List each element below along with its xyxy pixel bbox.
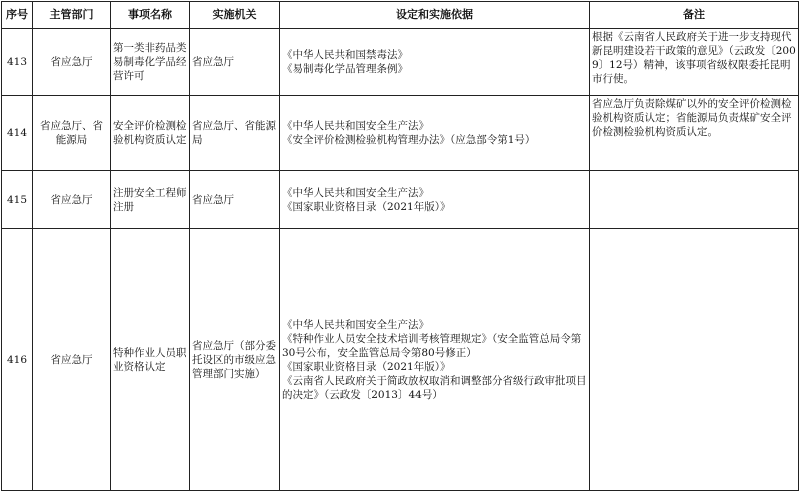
cell-seq: 413 — [2, 29, 33, 96]
header-dept: 主管部门 — [33, 2, 111, 29]
approval-items-table — [1, 1, 799, 491]
cell-basis — [280, 96, 590, 171]
table-row — [2, 229, 799, 491]
cell-seq: 416 — [2, 229, 33, 491]
remark-text: 根据《云南省人民政府关于进一步支持现代新昆明建设若干政策的意见》（云政发〔2009〕12号）精神，该事项省级权限委托昆明市行使。 — [592, 31, 796, 85]
cell-item: 注册安全工程师注册 — [111, 171, 190, 229]
basis-line: 《安全评价检测检验机构管理办法》（应急部令第1号） — [282, 134, 536, 146]
basis-line: 《国家职业资格目录（2021年版）》 — [282, 200, 451, 213]
basis-line: 《中华人民共和国禁毒法》 — [282, 49, 408, 61]
table-row — [2, 96, 799, 171]
cell-remark — [590, 229, 799, 491]
remark-text: 省应急厅负责除煤矿以外的安全评价检测检验机构资质认定；省能源局负责煤矿安全评价检测检验机构资质认定。 — [592, 98, 792, 138]
cell-seq: 414 — [2, 96, 33, 171]
cell-dept: 省应急厅 — [33, 229, 111, 491]
table-row — [2, 171, 799, 229]
table-row — [2, 29, 799, 96]
header-remark: 备注 — [590, 2, 799, 29]
cell-basis — [280, 229, 590, 491]
cell-org: 省应急厅 — [190, 29, 280, 96]
table-header-row — [2, 2, 799, 29]
header-seq: 序号 — [2, 2, 33, 29]
cell-org: 省应急厅、省能源局 — [190, 96, 280, 171]
basis-line: 《国家职业资格目录（2021年版）》 — [282, 360, 451, 373]
cell-org: 省应急厅 — [190, 171, 280, 229]
basis-line: 《中华人民共和国安全生产法》 — [282, 318, 429, 331]
cell-org: 省应急厅（部分委托设区的市级应急管理部门实施） — [190, 229, 280, 491]
cell-dept: 省应急厅 — [33, 29, 111, 96]
cell-remark — [590, 96, 799, 171]
cell-remark — [590, 171, 799, 229]
cell-remark — [590, 29, 799, 96]
basis-line: 《中华人民共和国安全生产法》 — [282, 186, 429, 199]
header-item: 事项名称 — [111, 2, 190, 29]
basis-line: 《云南省人民政府关于简政放权取消和调整部分省级行政审批项目的决定》（云政发〔2013〕44号） — [282, 374, 587, 401]
cell-dept: 省应急厅、省能源局 — [33, 96, 111, 171]
header-org: 实施机关 — [190, 2, 280, 29]
cell-seq: 415 — [2, 171, 33, 229]
basis-line: 《易制毒化学品管理条例》 — [282, 63, 408, 75]
cell-basis — [280, 29, 590, 96]
cell-item: 特种作业人员职业资格认定 — [111, 229, 190, 491]
header-basis: 设定和实施依据 — [280, 2, 590, 29]
basis-line: 《特种作业人员安全技术培训考核管理规定》（安全监管总局令第30号公布，安全监管总局令第80号修正） — [282, 332, 582, 359]
cell-basis — [280, 171, 590, 229]
cell-item: 第一类非药品类易制毒化学品经营许可 — [111, 29, 190, 96]
cell-item: 安全评价检测检验机构资质认定 — [111, 96, 190, 171]
cell-dept: 省应急厅 — [33, 171, 111, 229]
basis-line: 《中华人民共和国安全生产法》 — [282, 120, 429, 132]
